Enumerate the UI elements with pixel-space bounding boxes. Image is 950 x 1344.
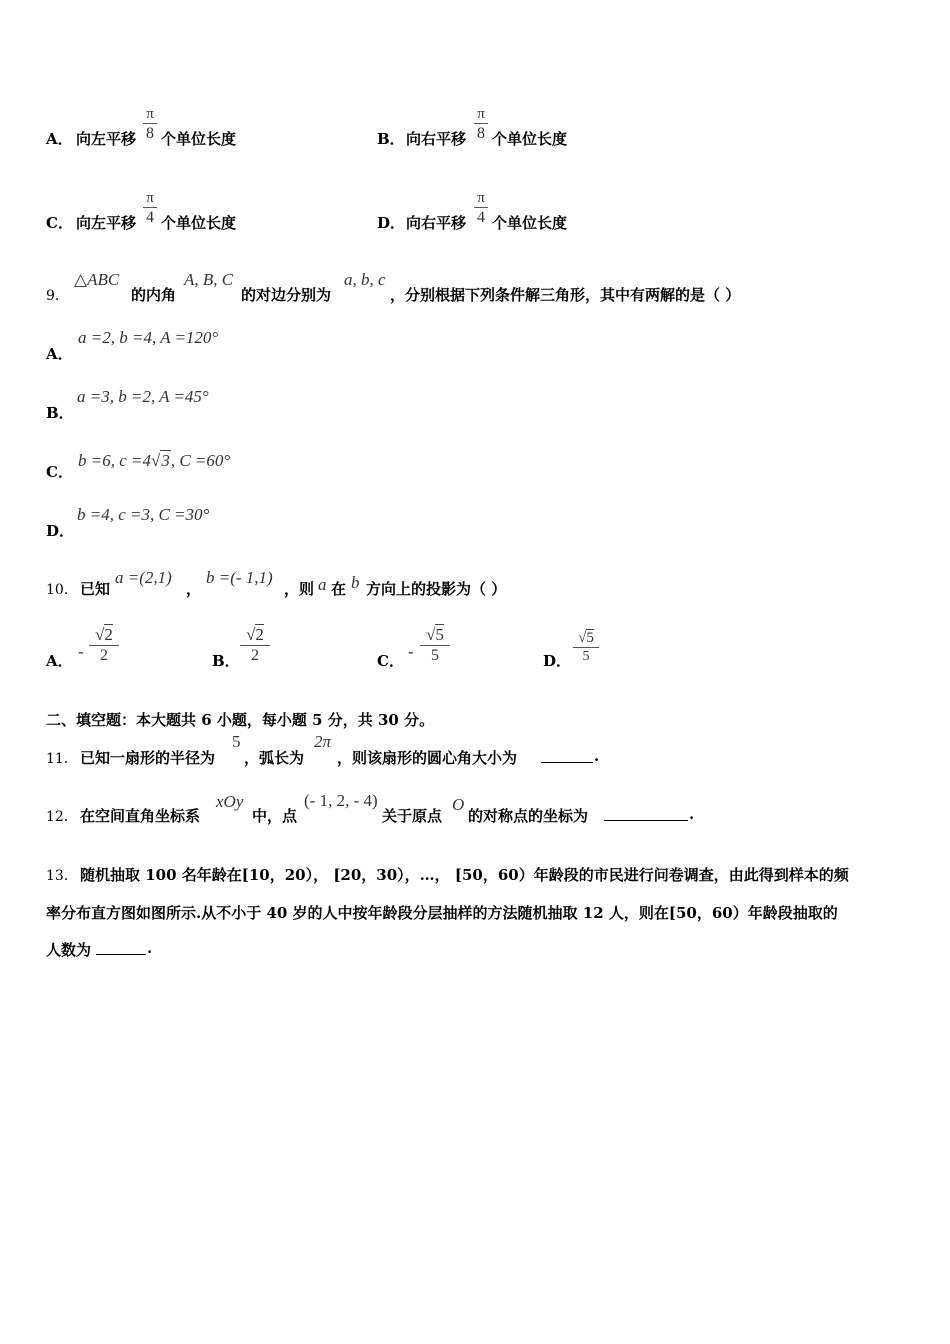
- q10-text-3: 在: [331, 580, 347, 598]
- angles-abc: A, B, C: [184, 270, 234, 289]
- sqrt-symbol: √: [578, 630, 587, 646]
- option-label: D．: [377, 214, 406, 232]
- sides-abc: a, b, c: [344, 270, 386, 289]
- q11-text-2: ，弧长为: [244, 749, 305, 767]
- vector-a: a =(2,1): [115, 568, 172, 587]
- sqrt-symbol: √: [426, 625, 436, 644]
- q11-end: .: [594, 747, 600, 765]
- option-label: B．: [377, 130, 405, 148]
- question-number: 13．: [46, 868, 78, 884]
- fraction-bar: [143, 207, 157, 208]
- radicand: 2: [104, 625, 113, 644]
- fraction-bar: [89, 645, 119, 646]
- q12-end: .: [689, 805, 695, 823]
- option-text-post: 个单位长度: [492, 214, 568, 232]
- fraction-denominator: 8: [477, 125, 485, 142]
- fraction-denominator: 4: [146, 209, 154, 226]
- option-text-pre: 向右平移: [406, 130, 467, 148]
- q13-line-1: 随机抽取 100 名年龄在[10，20）， [20，30），…， [50，60）年龄段的市民进行问卷调查，由此得到样本的频: [80, 866, 849, 884]
- q9-option-c-expr: [78, 451, 230, 471]
- radicand: 2: [255, 625, 264, 644]
- fraction: [143, 106, 157, 143]
- q9-option-b-expr: a =3, b =2, A =45°: [77, 387, 209, 406]
- fraction-numerator: π: [477, 190, 485, 206]
- fraction-bar: [474, 207, 488, 208]
- q11-text-1: 已知一扇形的半径为: [80, 749, 216, 767]
- q9-text-2: 的对边分别为: [241, 286, 332, 304]
- fraction-denominator: 2: [251, 647, 259, 664]
- fraction-denominator: 5: [431, 647, 439, 664]
- q9-text-3: ，分别根据下列条件解三角形，其中有两解的是（ ）: [390, 286, 741, 304]
- section-title: 二、填空题：本大题共 6 小题，每小题 5 分，共 30 分。: [46, 711, 435, 729]
- q10-comma: ，: [186, 580, 202, 598]
- fraction-numerator: π: [477, 106, 485, 122]
- option-text-pre: 向左平移: [76, 130, 137, 148]
- q9-option-b-label: B．: [46, 404, 74, 422]
- fraction-denominator: 5: [582, 649, 590, 664]
- q10-option-c-sign: -: [408, 642, 414, 661]
- expr-part: , C =60°: [170, 451, 231, 470]
- option-label: A．: [46, 130, 73, 148]
- option-text-post: 个单位长度: [161, 130, 237, 148]
- q10-text-4: 方向上的投影为（ ）: [366, 580, 507, 598]
- var-a: a: [318, 575, 327, 594]
- fraction-bar: [573, 647, 599, 648]
- fraction: [474, 106, 488, 143]
- q12-text-4: 的对称点的坐标为: [468, 807, 589, 825]
- q10-option-d-label: D．: [543, 652, 572, 670]
- fraction-numerator: π: [146, 190, 154, 206]
- q9-option-d-expr: b =4, c =3, C =30°: [77, 505, 210, 524]
- point-coords: (- 1, 2, - 4): [304, 791, 378, 810]
- q9-option-d-label: D．: [46, 522, 75, 540]
- var-b: b: [351, 573, 360, 592]
- sqrt: √3: [151, 451, 170, 470]
- fraction-bar: [143, 123, 157, 124]
- fraction-bar: [474, 123, 488, 124]
- answer-blank[interactable]: [604, 806, 688, 825]
- q10-option-a-label: A．: [46, 652, 73, 670]
- q13-line-2: 率分布直方图如图所示.从不小于 40 岁的人中按年龄段分层抽样的方法随机抽取 12 人，则在[50，60）年龄段抽取的: [46, 904, 838, 922]
- q11-text-3: ，则该扇形的圆心角大小为: [337, 749, 518, 767]
- question-number: 12．: [46, 809, 78, 825]
- q10-option-c-label: C．: [377, 652, 404, 670]
- q10-option-b-fraction: [240, 626, 270, 665]
- q12-text-1: 在空间直角坐标系: [80, 807, 201, 825]
- question-number: 11．: [46, 751, 78, 767]
- q12-text-2: 中，点: [252, 807, 298, 825]
- q10-option-a-fraction: [89, 626, 119, 665]
- q10-option-b-label: B．: [212, 652, 240, 670]
- question-number: 9．: [46, 288, 69, 304]
- radicand: 5: [435, 625, 444, 644]
- coordinate-system: xOy: [216, 792, 244, 811]
- expr-part: b =6, c =4: [78, 451, 151, 470]
- q10-option-c-fraction: [420, 626, 450, 665]
- fraction-denominator: 4: [477, 209, 485, 226]
- fraction-numerator: π: [146, 106, 154, 122]
- q9-text-1: 的内角: [131, 286, 177, 304]
- fraction: [474, 190, 488, 227]
- q10-option-d-fraction: [573, 630, 599, 664]
- q13-end: .: [147, 939, 153, 957]
- origin-o: O: [452, 795, 465, 814]
- fraction-bar: [240, 645, 270, 646]
- fraction: [143, 190, 157, 227]
- q10-option-a-sign: -: [78, 642, 84, 661]
- sqrt-symbol: √: [246, 625, 256, 644]
- q10-text-2: ，则: [284, 580, 315, 598]
- option-label: C．: [46, 214, 73, 232]
- q9-option-a-expr: a =2, b =4, A =120°: [78, 328, 219, 347]
- radius-value: 5: [232, 732, 241, 751]
- answer-blank[interactable]: [96, 940, 146, 959]
- q10-text-1: 已知: [80, 580, 111, 598]
- q9-option-a-label: A．: [46, 345, 73, 363]
- option-text-post: 个单位长度: [161, 214, 237, 232]
- radicand: 3: [161, 451, 170, 470]
- option-text-pre: 向右平移: [406, 214, 467, 232]
- option-text-pre: 向左平移: [76, 214, 137, 232]
- q13-line-3: 人数为: [46, 941, 92, 959]
- q12-text-3: 关于原点: [382, 807, 443, 825]
- question-number: 10．: [46, 582, 78, 598]
- arc-length: 2π: [314, 732, 332, 751]
- answer-blank[interactable]: [541, 748, 593, 767]
- option-text-post: 个单位长度: [492, 130, 568, 148]
- triangle-abc: △ABC: [74, 270, 120, 289]
- vector-b: b =(- 1,1): [206, 568, 273, 587]
- fraction-denominator: 8: [146, 125, 154, 142]
- radicand: 5: [586, 630, 594, 646]
- fraction-denominator: 2: [100, 647, 108, 664]
- fraction-bar: [420, 645, 450, 646]
- q9-option-c-label: C．: [46, 463, 73, 481]
- sqrt-symbol: √: [95, 625, 105, 644]
